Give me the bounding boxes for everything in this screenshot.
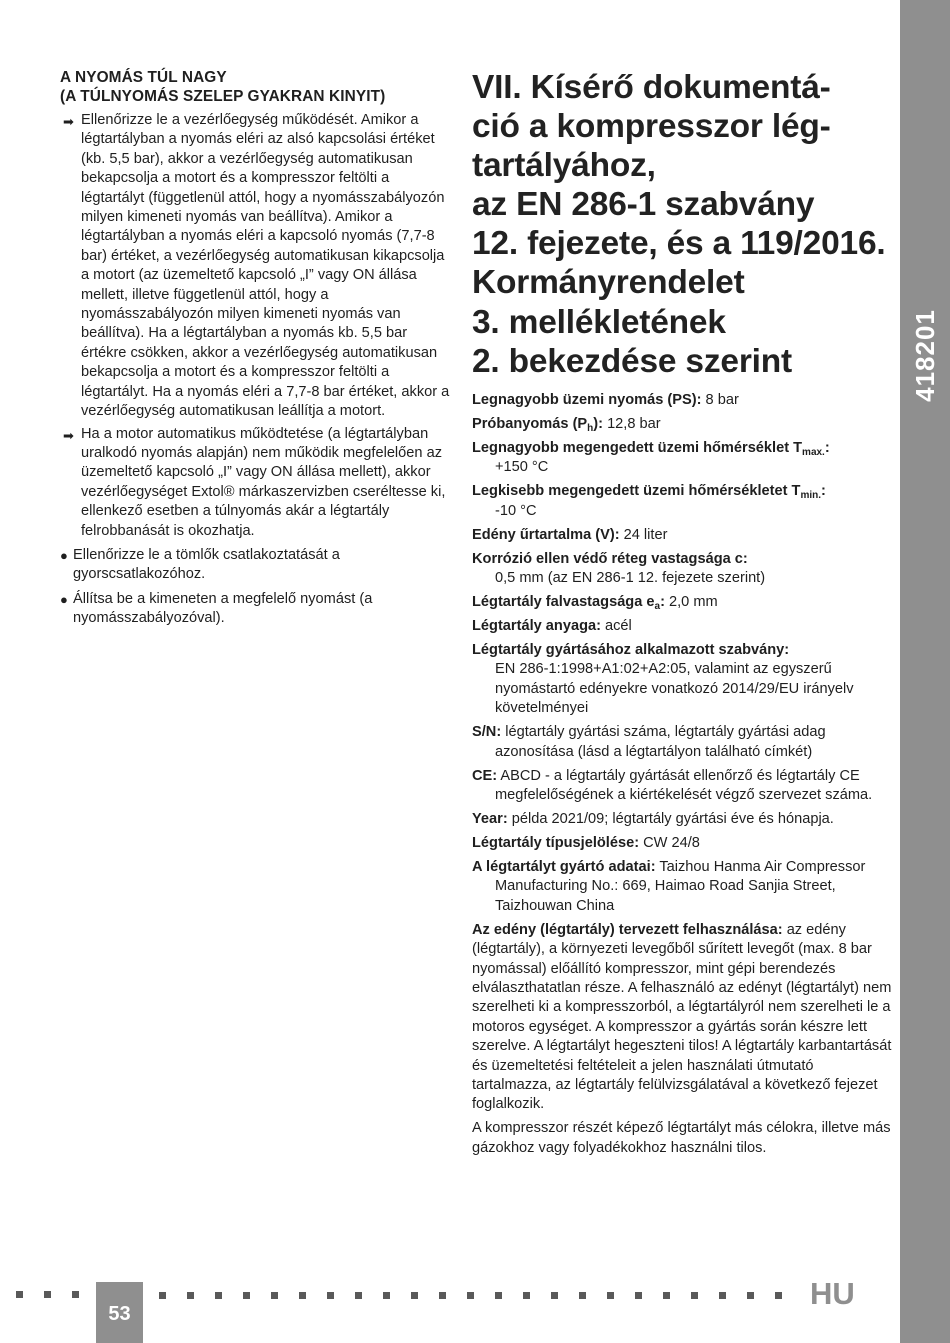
field-label: Korrózió ellen védő réteg vastagsága c:	[472, 550, 748, 567]
side-product-code: 418201	[909, 308, 940, 402]
heading-line-2: (A TÚLNYOMÁS SZELEP GYAKRAN KINYIT)	[60, 88, 386, 105]
field-material	[472, 617, 892, 636]
footer-square	[551, 1292, 558, 1299]
chapter-title	[472, 68, 892, 381]
field-value: 12,8 bar	[603, 415, 661, 432]
footer-square	[327, 1292, 334, 1299]
label-text: Próbanyomás (P	[472, 415, 588, 432]
label-text: :	[821, 483, 826, 500]
title-line: ció a kompresszor lég-	[472, 108, 831, 146]
footer-square	[467, 1292, 474, 1299]
bullet-icon: ●	[60, 591, 68, 607]
footer-square	[72, 1291, 79, 1298]
title-line: VII. Kísérő dokumentá-	[472, 69, 831, 106]
field-value: 2,0 mm	[664, 593, 718, 610]
footer-square	[16, 1291, 23, 1298]
title-line: 3. mellékletének	[472, 303, 726, 341]
footer-square	[439, 1292, 446, 1299]
title-line: Kormányrendelet	[472, 264, 745, 302]
field-label: CE:	[472, 767, 498, 784]
field-max-temperature	[472, 439, 892, 478]
section-heading	[60, 68, 450, 106]
side-strip	[900, 0, 950, 1343]
field-label	[472, 482, 892, 501]
right-column	[472, 68, 892, 1158]
page-footer	[0, 1276, 900, 1343]
field-intended-use	[472, 921, 892, 1115]
field-max-pressure	[472, 391, 892, 410]
footer-square	[383, 1292, 390, 1299]
field-label	[472, 439, 892, 458]
footer-square	[355, 1292, 362, 1299]
footer-square	[243, 1292, 250, 1299]
field-label: A légtartályt gyártó adatai:	[472, 859, 656, 875]
field-label: S/N:	[472, 724, 502, 741]
arrow-item-text: Ha a motor automatikus működtetése (a légtartályban uralkodó nyomás alapján) nem működik megfelelően az üzemeltető kapcsoló „I” vagy ON állása mellett), akkor vezérlőegységet Extol® márkaszervizben cseréltesse ki, ellenkező esetben a túlnyomás akár a légtartály felrobbanását is okozhatja.	[81, 425, 446, 539]
left-column	[60, 68, 450, 629]
label-subscript: a	[654, 600, 661, 612]
title-line: tartályához,	[472, 147, 656, 185]
footer-square	[691, 1292, 698, 1299]
footer-square	[187, 1292, 194, 1299]
field-value: -10 °C	[495, 502, 537, 519]
field-label: Az edény (légtartály) tervezett felhasználása:	[472, 921, 783, 938]
label-text: Legnagyobb megengedett üzemi hőmérséklet T	[472, 439, 803, 456]
field-year	[472, 810, 892, 829]
field-manufacturer	[472, 858, 892, 916]
field-ce	[472, 767, 892, 806]
field-value: 24 liter	[619, 526, 668, 543]
label-text: ):	[593, 415, 604, 432]
title-line: 12. fejezete, és a 119/2016.	[472, 225, 886, 263]
arrow-right-icon: ➡	[63, 114, 74, 129]
label-text: :	[824, 439, 830, 456]
field-corrosion-layer	[472, 550, 892, 589]
field-value: az edény (légtartály), a környezeti levegőből sűrített levegőt (max. 8 bar nyomással) előállító kompresszor, mint gépi berendezés elválaszthatatlan része. A felhasználó az edényt (légtartályt) nem szerelheti ki a kompresszorból, a légtartályról nem szerelheti le a motoros egységet. A kompresszor a gyártás során készre lett szerelve. A légtartályt hegeszteni tilos! A légtartály karbantartását és üzemeltetési feltételeit a jelen használati útmutató tartalmazza, az légtartály felülvizsgálatával a következő fejezet foglalkozik.	[472, 921, 892, 1113]
field-test-pressure	[472, 415, 892, 434]
field-value: ABCD - a légtartály gyártását ellenőrző és légtartály CE megfelelőségének a kiértékelését végző szervezet száma.	[495, 767, 873, 803]
field-label: Legnagyobb üzemi nyomás (PS):	[472, 391, 702, 408]
field-value: 8 bar	[701, 391, 739, 408]
field-label: Légtartály gyártásához alkalmazott szabvány:	[472, 641, 790, 658]
field-standard	[472, 641, 892, 719]
field-label: Légtartály típusjelölése:	[472, 835, 640, 851]
footer-square	[775, 1292, 782, 1299]
footer-square	[411, 1292, 418, 1299]
field-value: példa 2021/09; légtartály gyártási éve és hónapja.	[507, 811, 834, 827]
arrow-list-item	[60, 425, 450, 541]
arrow-item-text: Ellenőrizze le a vezérlőegység működését. Amikor a légtartályban a nyomás eléri az alsó kapcsolási értéket (kb. 5,5 bar), akkor a vezérlőegység automatikusan bekapcsolja a motort és a kompresszor feltölti a légtartályt (függetlenül attól, hogy a nyomásszabályozón milyen kimeneti nyomás van beállítva). Amikor a légtartályban a nyomás eléri a kapcsoló nyomás (7,7-8 bar) értéket, a vezérlőegység automatikusan kikapcsolja a motort (az üzemeltető kapcsoló „I” vagy ON állása mellett, illetve függetlenül attól, hogy a nyomásszabályozón milyen kimeneti nyomás van beállítva). Ha a légtartályban a nyomás kb. 5,5 bar értékre csökken, akkor a vezérlőegység automatikusan bekapcsolja a motort és a kompresszor feltölti a légtartályt. Ha a nyomás eléri a 7,7-8 bar értéket, akkor a vezérlőegység automatikusan leállítja a motort.	[81, 112, 450, 420]
field-min-temperature	[472, 482, 892, 521]
arrow-right-icon: ➡	[63, 427, 74, 443]
footer-square	[215, 1292, 222, 1299]
field-label: Year:	[472, 811, 508, 827]
field-value: Taizhou Hanma Air Compressor Manufacturing No.: 669, Haimao Road Sanjia Street, Taizhouwan China	[495, 859, 866, 914]
field-label	[472, 416, 603, 432]
footer-square	[523, 1292, 530, 1299]
footer-square	[635, 1292, 642, 1299]
title-line: 2. bekezdése szerint	[472, 342, 792, 380]
footer-square	[271, 1292, 278, 1299]
field-label	[472, 594, 665, 610]
field-volume	[472, 526, 892, 545]
field-label: Légtartály anyaga:	[472, 617, 601, 634]
footer-square	[579, 1292, 586, 1299]
field-serial-number	[472, 723, 892, 762]
language-code: HU	[810, 1276, 855, 1311]
footer-square	[44, 1291, 51, 1298]
field-value: +150 °C	[495, 459, 549, 476]
bullet-icon: ●	[60, 547, 68, 563]
field-value: CW 24/8	[639, 835, 700, 851]
bullet-list-item	[60, 546, 450, 585]
label-text: Legkisebb megengedett üzemi hőmérsékletet T	[472, 483, 801, 500]
bullet-list-item	[60, 590, 450, 629]
field-wall-thickness	[472, 593, 892, 612]
footer-square	[299, 1292, 306, 1299]
field-value: légtartály gyártási száma, légtartály gyártási adag azonosítása (lásd a légtartályon található címkét)	[495, 724, 826, 760]
label-subscript: h	[587, 422, 594, 434]
label-subscript: min.	[800, 490, 822, 502]
field-value: EN 286-1:1998+A1:02+A2:05, valamint az egyszerű nyomástartó edényekre vonatkozó 2014/29/EU irányelv követelményei	[495, 661, 854, 717]
footer-square	[747, 1292, 754, 1299]
title-line: az EN 286-1 szabvány	[472, 186, 815, 224]
bullet-item-text: Állítsa be a kimeneten a megfelelő nyomást (a nyomásszabályozóval).	[73, 590, 373, 627]
footer-square	[607, 1292, 614, 1299]
final-paragraph: A kompresszor részét képező légtartályt más célokra, illetve más gázokhoz vagy folyadékokhoz használni tilos.	[472, 1120, 891, 1156]
field-value: 0,5 mm (az EN 286-1 12. fejezete szerint)	[495, 569, 766, 586]
footer-square	[663, 1292, 670, 1299]
bullet-item-text: Ellenőrizze le a tömlők csatlakoztatását a gyorscsatlakozóhoz.	[73, 546, 340, 583]
field-label: Edény űrtartalma (V):	[472, 526, 620, 543]
heading-line-1: A NYOMÁS TÚL NAGY	[60, 69, 227, 86]
label-text: Légtartály falvastagsága e	[472, 593, 655, 610]
field-type-designation	[472, 834, 892, 853]
footer-square	[719, 1292, 726, 1299]
field-value: acél	[600, 617, 632, 634]
label-subscript: max.	[802, 446, 825, 458]
footer-square	[159, 1292, 166, 1299]
arrow-list-item	[60, 111, 450, 422]
footer-square	[495, 1292, 502, 1299]
label-text: :	[660, 593, 665, 610]
page-number: 53	[96, 1282, 143, 1343]
